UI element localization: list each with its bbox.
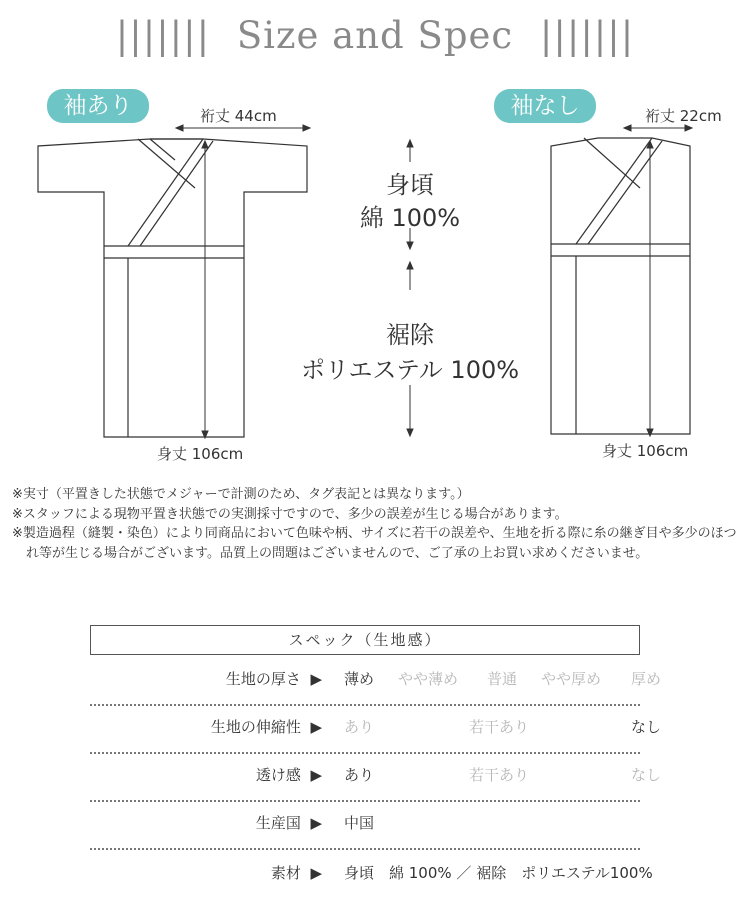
spec-row-stretch xyxy=(90,703,662,751)
title-bars-left: ||||||| xyxy=(115,14,211,57)
sleeveless-garment-drawing xyxy=(551,138,690,434)
sheer-option-yes: あり xyxy=(344,766,375,784)
body-material: 綿 100% xyxy=(359,204,461,232)
arrow-icon: ▶ xyxy=(310,814,322,832)
stretch-label: 生地の伸縮性 xyxy=(210,718,301,736)
arrow-icon: ▶ xyxy=(310,766,322,784)
body-title: 身頃 xyxy=(386,171,434,199)
sheer-label: 透け感 xyxy=(255,766,301,784)
material-label: 素材 xyxy=(270,864,301,882)
spec-row-sheer xyxy=(90,751,662,799)
left-length-label: 身丈 106cm xyxy=(157,445,244,463)
title-bars-right: ||||||| xyxy=(539,14,635,57)
spec-row-thickness xyxy=(90,655,662,703)
note-item: ※製造過程（縫製・染色）により同商品において色味や柄、サイズに若干の誤差や、生地を折る際に糸の継ぎ目や多少のほつれ等が生じる場合がございます。品質上の問題はございませんので、ご了承の上お買い求めくださいませ。 xyxy=(12,526,737,561)
sheer-option-slight: 若干あり xyxy=(469,766,530,784)
notes-section xyxy=(12,485,740,563)
spec-row-material xyxy=(90,849,653,897)
country-label: 生産国 xyxy=(255,814,301,832)
sleeveless-badge: 袖なし xyxy=(494,89,596,123)
stretch-option-slight: 若干あり xyxy=(469,718,530,736)
arrow-icon: ▶ xyxy=(310,864,322,882)
sleeved-garment-drawing xyxy=(38,139,307,437)
title-text: Size and Spec xyxy=(236,14,514,57)
note-item: ※スタッフによる現物平置き状態での実測採寸ですので、多少の誤差が生じる場合があります。 xyxy=(12,506,568,522)
material-value: 身頃 綿 100% ／ 裾除 ポリエステル100% xyxy=(344,864,653,882)
stretch-option-yes: あり xyxy=(344,718,375,736)
stretch-option-none: なし xyxy=(631,718,662,736)
thickness-option-slightly-thick: やや厚め xyxy=(541,670,602,688)
thickness-label: 生地の厚さ xyxy=(225,670,301,688)
thickness-option-thick: 厚め xyxy=(631,670,662,688)
spec-row-country xyxy=(90,799,640,847)
spec-header: スペック（生地感） xyxy=(90,625,640,655)
left-width-label: 裄丈 44cm xyxy=(200,107,277,125)
skirt-title: 裾除 xyxy=(386,321,434,349)
right-width-label: 裄丈 22cm xyxy=(645,107,722,125)
thickness-option-slightly-thin: やや薄め xyxy=(398,670,459,688)
skirt-material: ポリエステル 100% xyxy=(300,356,520,384)
arrow-icon: ▶ xyxy=(310,718,322,736)
sheer-option-none: なし xyxy=(631,766,662,784)
thickness-option-normal: 普通 xyxy=(487,670,518,688)
thickness-option-thin: 薄め xyxy=(344,670,375,688)
sleeved-badge: 袖あり xyxy=(47,89,149,123)
right-length-label: 身丈 106cm xyxy=(602,442,689,460)
note-item: ※実寸（平置きした状態でメジャーで計測のため、タグ表記とは異なります。） xyxy=(12,487,470,502)
arrow-icon: ▶ xyxy=(310,670,322,688)
country-value: 中国 xyxy=(344,814,375,832)
